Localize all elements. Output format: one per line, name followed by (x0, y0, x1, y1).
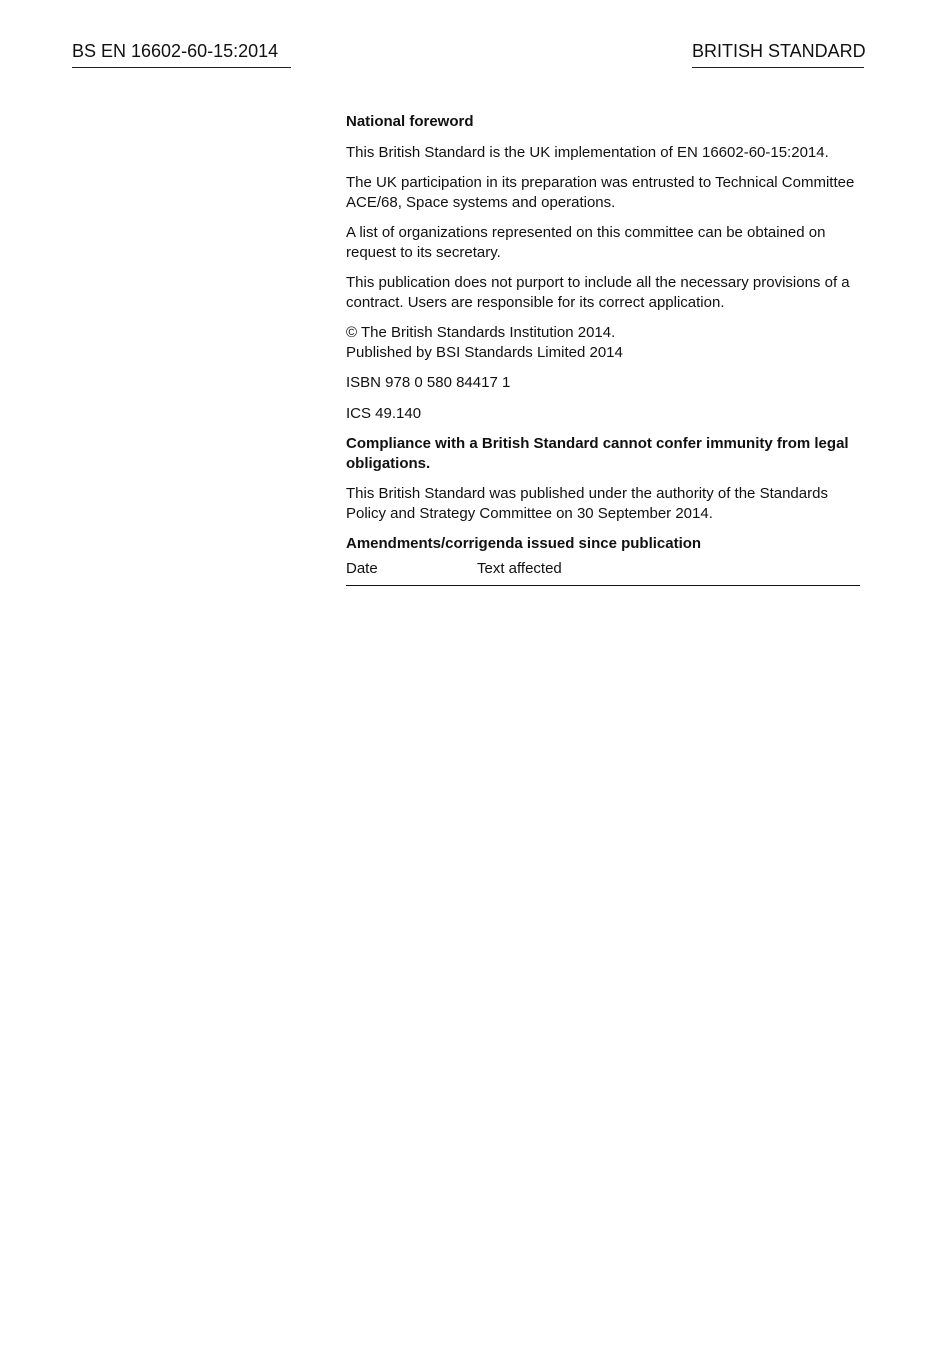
copyright-block (346, 323, 860, 362)
copyright-line: © The British Standards Institution 2014. (346, 324, 616, 341)
header-series-label: BRITISH STANDARD (692, 40, 864, 68)
amendments-date-column: Date (346, 559, 378, 577)
header-document-id: BS EN 16602-60-15:2014 (72, 40, 291, 68)
compliance-notice: Compliance with a British Standard cannot confer immunity from legal obligations. (346, 435, 849, 472)
ics-line: ICS 49.140 (346, 404, 422, 422)
publisher-line: Published by BSI Standards Limited 2014 (346, 343, 623, 361)
authority-paragraph: This British Standard was published under the authority of the Standards Policy and Strategy Committee on 30 September 2014. (346, 485, 828, 522)
amendments-table-header (346, 559, 860, 587)
isbn-line: ISBN 978 0 580 84417 1 (346, 374, 511, 391)
implementation-paragraph: This British Standard is the UK implementation of EN 16602-60-15:2014. (346, 143, 829, 161)
amendments-text-column: Text affected (477, 559, 562, 577)
amendments-heading: Amendments/corrigenda issued since publication (346, 535, 702, 552)
provisions-paragraph: This publication does not purport to include all the necessary provisions of a contract. Users are responsible for its correct application. (346, 274, 850, 311)
organizations-paragraph: A list of organizations represented on this committee can be obtained on request to its secretary. (346, 224, 826, 261)
national-foreword-section (346, 112, 860, 586)
section-heading: National foreword (346, 113, 474, 130)
participation-paragraph: The UK participation in its preparation was entrusted to Technical Committee ACE/68, Space systems and operations. (346, 174, 855, 211)
